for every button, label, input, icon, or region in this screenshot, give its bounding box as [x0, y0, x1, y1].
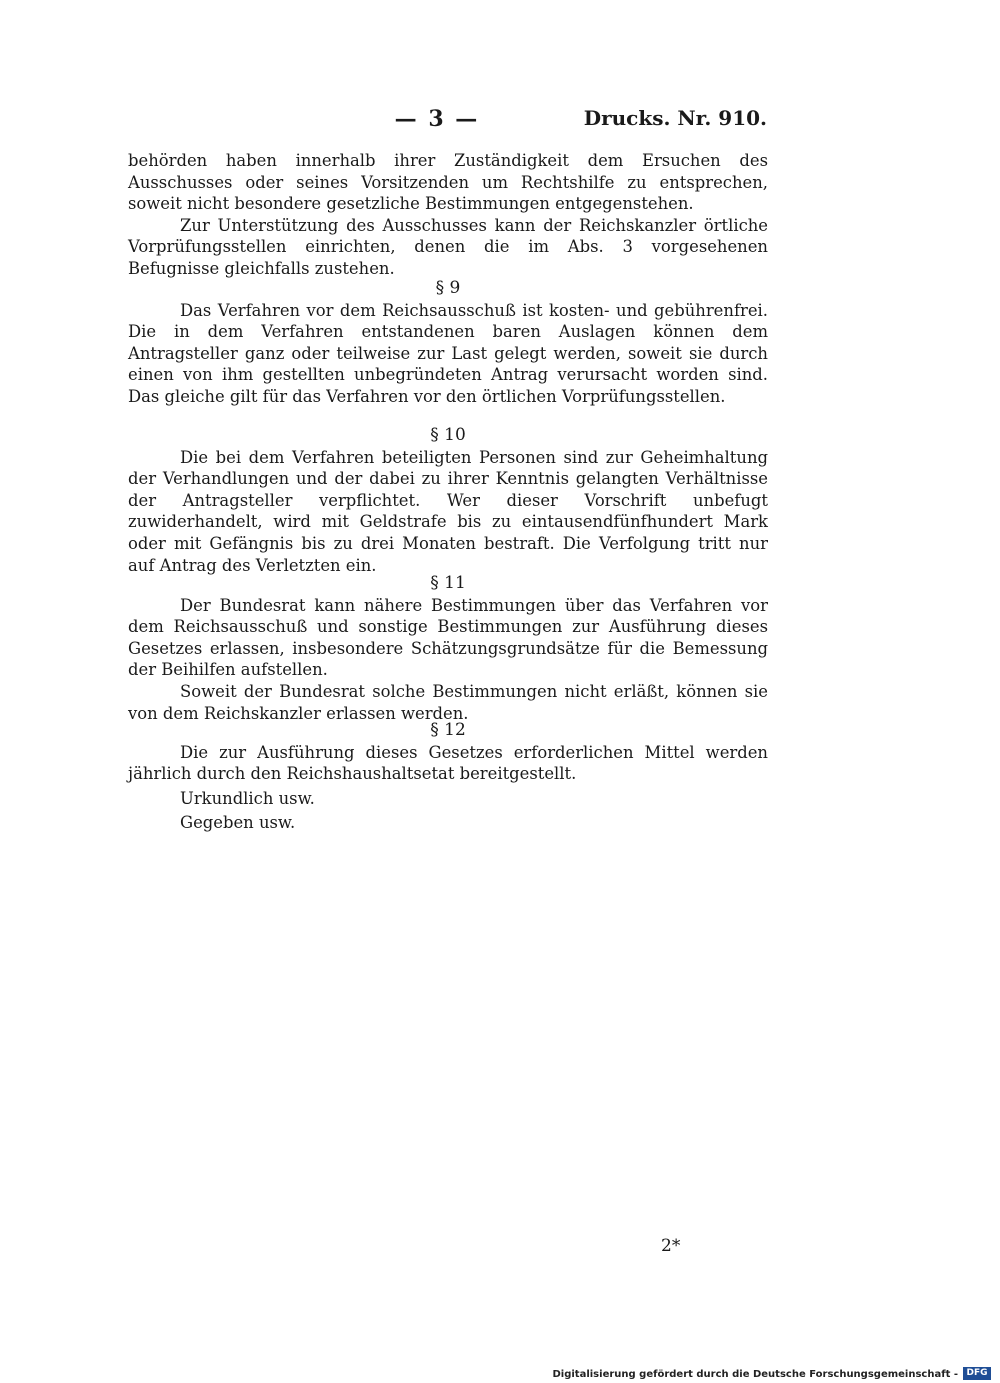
- signature-mark: 2*: [661, 1236, 681, 1256]
- paragraph: Die zur Ausführung dieses Gesetzes erforderlichen Mittel werden jährlich durch den Reichshaushaltsetat bereitgestellt.: [128, 742, 768, 784]
- paragraph: Soweit der Bundesrat solche Bestimmungen nicht erläßt, können sie von dem Reichskanzler erlassen werden.: [128, 681, 768, 723]
- section-12: [128, 720, 768, 834]
- text-block-continuation: [128, 150, 768, 280]
- paragraph: Das Verfahren vor dem Reichsausschuß ist kosten- und gebührenfrei. Die in dem Verfahren entstandenen baren Auslagen können dem Antragsteller ganz oder teilweise zur Last gelegt werden, soweit sie durch einen von ihm gestellten unbegründeten Antrag verursacht worden sind. Das gleiche gilt für das Verfahren vor den örtlichen Vorprüfungsstellen.: [128, 300, 768, 406]
- paragraph: Der Bundesrat kann nähere Bestimmungen über das Verfahren vor dem Reichsausschuß und sonstige Bestimmungen zur Ausführung dieses Gesetzes erlassen, insbesondere Schätzungsgrundsätze für die Bemessung der Beihilfen aufstellen.: [128, 595, 768, 680]
- section-heading: § 9: [435, 278, 461, 298]
- section-9: [128, 278, 768, 408]
- section-11: [128, 573, 768, 724]
- digitization-credit: Digitalisierung gefördert durch die Deutsche Forschungsgemeinschaft -: [552, 1369, 958, 1380]
- page-number: — 3 —: [394, 106, 480, 132]
- paragraph: Die bei dem Verfahren beteiligten Personen sind zur Geheimhaltung der Verhandlungen und der dabei zu ihrer Kenntnis gelangten Verhältnisse der Antragsteller verpflichtet. Wer dieser Vorschrift unbefugt zuwiderhandelt, wird mit Geldstrafe bis zu eintausendfünfhundert Mark oder mit Gefängnis bis zu drei Monaten bestraft. Die Verfolgung tritt nur auf Antrag des Verletzten ein.: [128, 447, 768, 575]
- dfg-logo-icon: DFG: [963, 1367, 991, 1380]
- paragraph: behörden haben innerhalb ihrer Zuständigkeit dem Ersuchen des Ausschusses oder seines Vorsitzenden um Rechtshilfe zu entsprechen, soweit nicht besondere gesetzliche Bestimmungen entgegenstehen.: [128, 151, 768, 214]
- section-heading: § 11: [430, 573, 466, 593]
- section-10: [128, 425, 768, 576]
- section-heading: § 12: [430, 720, 466, 740]
- section-heading: § 10: [430, 425, 466, 445]
- closing-line: Gegeben usw.: [180, 813, 296, 833]
- closing-line: Urkundlich usw.: [180, 788, 315, 808]
- print-reference: Drucks. Nr. 910.: [583, 106, 767, 130]
- paragraph: Zur Unterstützung des Ausschusses kann der Reichskanzler örtliche Vorprüfungsstellen einrichten, denen die im Abs. 3 vorgesehenen Befugnisse gleichfalls zustehen.: [128, 215, 768, 278]
